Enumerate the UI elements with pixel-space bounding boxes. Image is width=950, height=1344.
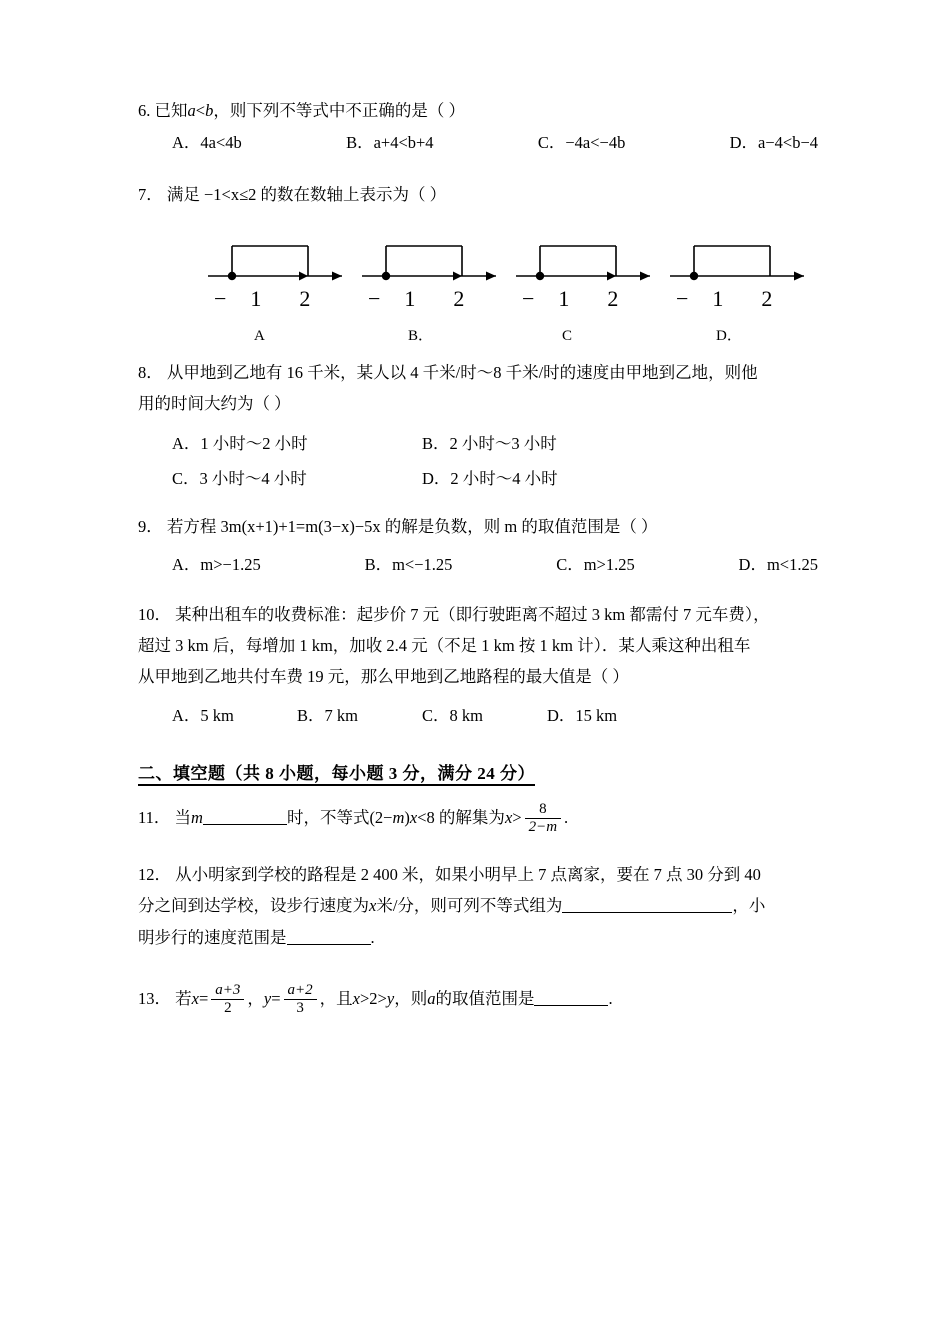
question-9-text: 若方程 3m(x+1)+1=m(3−x)−5x 的解是负数，则 m 的取值范围是（ ） — [166, 516, 658, 536]
question-12-number: 12． — [138, 864, 171, 884]
question-6-var-b: b — [205, 101, 214, 120]
question-7-stem-text: 满足 −1<x≤2 的数在数轴上表示为（ ） — [166, 184, 447, 204]
question-8-stem-line2: 用的时间大约为（ ） — [138, 393, 291, 413]
question-9 — [138, 511, 818, 583]
question-10-number: 10． — [138, 604, 171, 624]
tick-left-a: −1 — [214, 286, 286, 312]
tick-left-d: −1 — [676, 286, 748, 312]
question-8-number: 8． — [138, 362, 163, 382]
question-10 — [138, 599, 818, 734]
question-11-var-m2: m — [392, 808, 405, 828]
number-line-d — [662, 224, 814, 286]
question-12-var-x: x — [369, 896, 377, 916]
question-11-part2: 时，不等式(2− — [286, 808, 393, 828]
question-6-stem — [138, 95, 818, 126]
question-8 — [138, 357, 818, 497]
question-13-comma-1: ， — [247, 988, 264, 1008]
question-13-frac1-bot: 2 — [224, 999, 232, 1016]
question-9-stem — [138, 511, 818, 542]
question-13-eq-2: = — [271, 988, 281, 1008]
question-12-text-3b: . — [370, 927, 375, 947]
question-13-part-a: 若 — [175, 988, 192, 1008]
question-10-stem-line2: 超过 3 km 后，每增加 1 km，加收 2.4 元（不足 1 km 按 1 km 计）．某人乘这种出租车 — [138, 635, 751, 655]
tick-left-c: −1 — [522, 286, 594, 312]
number-line-b — [354, 224, 506, 286]
question-7-option-c-label: C — [562, 328, 573, 345]
number-line-b-ticks — [354, 278, 506, 320]
question-8-stem-line1 — [138, 357, 818, 388]
question-8-choice-c: C．3 小时～4 小时 — [172, 468, 307, 488]
question-6 — [138, 95, 818, 161]
question-7-number: 7． — [138, 184, 163, 204]
question-10-choice-b: B．7 km — [297, 705, 358, 725]
question-13-stem — [138, 983, 818, 1018]
section-two-title-text: 二、填空题（共 8 小题，每小题 3 分，满分 24 分） — [138, 764, 535, 786]
question-8-choices-row-1 — [138, 427, 818, 462]
number-line-a-ticks — [200, 278, 352, 320]
question-12-text-2a: 分之间到达学校，设步行速度为 — [138, 896, 369, 916]
tick-right-a: 2 — [299, 286, 335, 312]
question-12-text-3a: 明步行的速度范围是 — [138, 927, 287, 947]
question-8-text-1: 从甲地到乙地有 16 千米，某人以 4 千米/时～8 千米/时的速度由甲地到乙地，则他 — [166, 362, 758, 382]
question-10-stem-line3: 从甲地到乙地共付车费 19 元，那么甲地到乙地路程的最大值是（ ） — [138, 667, 629, 687]
question-9-choice-d: D．m<1.25 — [738, 554, 818, 574]
question-11-frac-bot: 2−m — [528, 819, 558, 836]
tick-right-b: 2 — [453, 286, 489, 312]
question-13-number: 13． — [138, 988, 171, 1008]
question-13-frac1-top: a+3 — [211, 982, 244, 1000]
question-13-eq: = — [198, 988, 209, 1008]
question-6-choice-c: C．−4a<−4b — [537, 133, 626, 153]
question-11-part3: ) — [404, 808, 410, 828]
question-6-choice-a: A．4a<4b — [172, 133, 242, 153]
number-line-d-ticks — [662, 278, 814, 320]
question-7-option-c — [508, 224, 660, 350]
tick-left-b: −1 — [368, 286, 440, 312]
question-11-period: . — [564, 808, 569, 828]
number-line-c — [508, 224, 660, 286]
question-12-text-2c: ，小 — [732, 896, 766, 916]
question-12 — [138, 859, 818, 953]
question-13-fraction-2 — [284, 982, 317, 1017]
question-8-choices-row-2 — [138, 462, 818, 497]
question-13-fraction-1 — [211, 982, 244, 1017]
question-8-choice-b: B．2 小时～3 小时 — [422, 434, 557, 454]
question-7-option-d — [662, 224, 814, 350]
question-10-stem-line1 — [138, 599, 818, 630]
question-11-part4: <8 的解集为 — [417, 808, 505, 828]
question-6-choice-d: D．a−4<b−4 — [729, 133, 818, 153]
question-13-frac2-top: a+2 — [284, 982, 317, 1000]
question-10-choice-d: D．15 km — [547, 705, 618, 725]
question-12-line2 — [138, 890, 818, 921]
question-10-choice-c: C．8 km — [422, 705, 483, 725]
question-11-frac-top: 8 — [525, 801, 561, 819]
question-11-part1: 当 — [174, 808, 192, 828]
question-13-var-y2: y — [386, 988, 395, 1008]
question-13-gt-1: >2> — [359, 988, 387, 1008]
question-13-comma-2: ，且 — [319, 988, 353, 1008]
question-12-line1 — [138, 859, 818, 890]
question-9-choice-b: B．m<−1.25 — [364, 554, 453, 574]
question-7-option-b-label: B． — [408, 328, 434, 345]
question-12-blank-1[interactable] — [562, 896, 732, 914]
question-11-var-x2: x — [504, 808, 513, 828]
question-6-stem-post: ，则下列不等式中不正确的是（ ） — [213, 101, 465, 120]
question-11-stem — [138, 802, 818, 837]
question-11-fraction — [525, 801, 561, 836]
question-7-options — [138, 224, 818, 350]
question-9-choice-a: A．m>−1.25 — [172, 554, 261, 574]
question-10-choice-a: A．5 km — [172, 705, 234, 725]
question-11-var-m: m — [191, 808, 203, 828]
question-6-var-a: a — [187, 101, 196, 120]
question-13-var-x2: x — [352, 988, 360, 1008]
question-13-var-a: a — [427, 988, 436, 1008]
question-12-text-1: 从小明家到学校的路程是 2 400 米，如果小明早上 7 点离家，要在 7 点 30 分到 40 — [175, 864, 761, 884]
question-13 — [138, 983, 818, 1018]
question-7 — [138, 179, 818, 351]
question-12-blank-2[interactable] — [287, 927, 371, 945]
question-7-option-d-label: D． — [716, 328, 742, 345]
question-12-line3 — [138, 922, 818, 953]
question-7-option-a-label: A — [254, 328, 265, 345]
question-13-var-y: y — [263, 988, 272, 1008]
question-13-frac2-bot: 3 — [296, 999, 304, 1016]
question-9-choice-c: C．m>1.25 — [556, 554, 635, 574]
question-7-option-b — [354, 224, 506, 350]
question-11-number: 11． — [138, 808, 171, 828]
question-6-number: 6. — [138, 101, 151, 120]
question-11-var-x: x — [409, 808, 418, 828]
question-6-lt: < — [195, 101, 206, 120]
question-11-gt: > — [512, 808, 522, 828]
question-12-text-2b: 米/分，则可列不等式组为 — [376, 896, 563, 916]
question-13-tail-end: . — [608, 988, 613, 1008]
question-10-choices — [138, 699, 818, 734]
question-13-var-x: x — [191, 988, 199, 1008]
number-line-c-ticks — [508, 278, 660, 320]
question-10-text-1: 某种出租车的收费标准：起步价 7 元（即行驶距离不超过 3 km 都需付 7 元车费）， — [175, 604, 770, 624]
question-13-tail: 的取值范围是 — [435, 988, 535, 1008]
number-line-a — [200, 224, 352, 286]
question-6-choice-b: B．a+4<b+4 — [346, 133, 434, 153]
tick-right-c: 2 — [607, 286, 643, 312]
question-11 — [138, 802, 818, 837]
question-7-option-a — [200, 224, 352, 350]
question-9-number: 9． — [138, 516, 163, 536]
question-6-choices — [138, 126, 818, 161]
section-two-title — [138, 759, 818, 784]
question-13-blank[interactable] — [534, 988, 608, 1006]
question-11-blank[interactable] — [203, 808, 287, 826]
document-content — [138, 95, 818, 1023]
question-7-stem — [138, 179, 818, 210]
question-6-stem-pre: 已知 — [154, 101, 188, 120]
tick-right-d: 2 — [761, 286, 797, 312]
question-8-choice-a: A．1 小时～2 小时 — [172, 434, 308, 454]
question-13-comma-3: ，则 — [394, 988, 428, 1008]
question-8-choice-d: D．2 小时～4 小时 — [422, 468, 558, 488]
question-9-choices — [138, 548, 818, 583]
